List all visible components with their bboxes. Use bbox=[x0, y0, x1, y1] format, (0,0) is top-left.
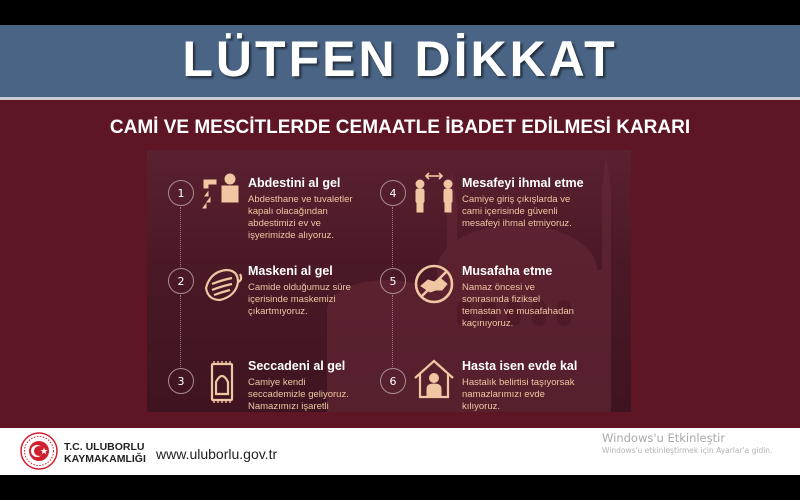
organization-name-line: T.C. ULUBORLU bbox=[64, 441, 145, 453]
step-description-line: mesafeyi ihmal etmiyoruz. bbox=[462, 218, 572, 229]
step-description-line: temastan ve musafahadan bbox=[462, 306, 574, 317]
step-description-line: Namazımızı işaretli bbox=[248, 401, 329, 412]
step-title: Mesafeyi ihmal etme bbox=[462, 176, 584, 190]
step-description-line: kapalı olacağından bbox=[248, 206, 328, 217]
step-number: 6 bbox=[380, 368, 406, 394]
website-link[interactable]: www.uluborlu.gov.tr bbox=[156, 446, 278, 462]
step-connector-line bbox=[180, 295, 182, 367]
step-description-line: içerisinde maskemizi bbox=[248, 294, 336, 305]
step-description-line: Namaz öncesi ve bbox=[462, 282, 535, 293]
step-description-line: namazlarımızı evde bbox=[462, 389, 545, 400]
step-description-line: Hastalık belirtisi taşıyorsak bbox=[462, 377, 575, 388]
organization-name bbox=[64, 441, 146, 465]
step-description bbox=[462, 377, 622, 413]
step-description bbox=[462, 194, 622, 230]
government-emblem-icon bbox=[20, 432, 58, 470]
step-number: 3 bbox=[168, 368, 194, 394]
step-title: Hasta isen evde kal bbox=[462, 359, 578, 373]
step-title: Musafaha etme bbox=[462, 264, 553, 278]
page-title: LÜTFEN DİKKAT bbox=[182, 31, 618, 87]
step-description-line: Camiye giriş çıkışlarda ve bbox=[462, 194, 571, 205]
step-number: 5 bbox=[380, 268, 406, 294]
step-description-line: işyerimizde alıyoruz. bbox=[248, 230, 335, 241]
distance-icon bbox=[412, 170, 456, 214]
step-description-line: kaçınıyoruz. bbox=[462, 318, 514, 329]
step-description-line: çıkartmıyoruz. bbox=[248, 306, 308, 317]
step-description-line: abdestimizi ev ve bbox=[248, 218, 321, 229]
prayer-rug-icon bbox=[200, 360, 244, 404]
no-handshake-icon bbox=[412, 262, 456, 306]
mask-icon bbox=[200, 262, 244, 306]
step-description bbox=[462, 282, 622, 330]
step-number: 2 bbox=[168, 268, 194, 294]
step-description-line: kılıyoruz. bbox=[462, 401, 501, 412]
sick-at-home-icon bbox=[412, 356, 456, 400]
step-title: Abdestini al gel bbox=[248, 176, 341, 190]
step-connector-line bbox=[180, 207, 182, 267]
step-description-line: cami içerisinde güvenli bbox=[462, 206, 558, 217]
step-title: Seccadeni al gel bbox=[248, 359, 346, 373]
activation-watermark-title: Windows'u Etkinleştir bbox=[602, 431, 726, 445]
page-subtitle: CAMİ VE MESCİTLERDE CEMAATLE İBADET EDİLMESİ KARARI bbox=[109, 117, 691, 138]
ablution-icon bbox=[200, 170, 244, 214]
step-number: 1 bbox=[168, 180, 194, 206]
step-description-line: Abdesthane ve tuvaletler bbox=[248, 194, 353, 205]
step-title: Maskeni al gel bbox=[248, 264, 333, 278]
step-description-line: Camide olduğumuz süre bbox=[248, 282, 351, 293]
step-description-line: sonrasında fiziksel bbox=[462, 294, 541, 305]
activation-watermark-subtitle: Windows'u etkinleştirmek için Ayarlar'a gidin. bbox=[602, 446, 773, 455]
step-description-line: Camiye kendi bbox=[248, 377, 306, 388]
step-description-line: seccademizle geliyoruz. bbox=[248, 389, 349, 400]
step-number: 4 bbox=[380, 180, 406, 206]
organization-name-line: KAYMAKAMLIĞI bbox=[64, 453, 146, 465]
